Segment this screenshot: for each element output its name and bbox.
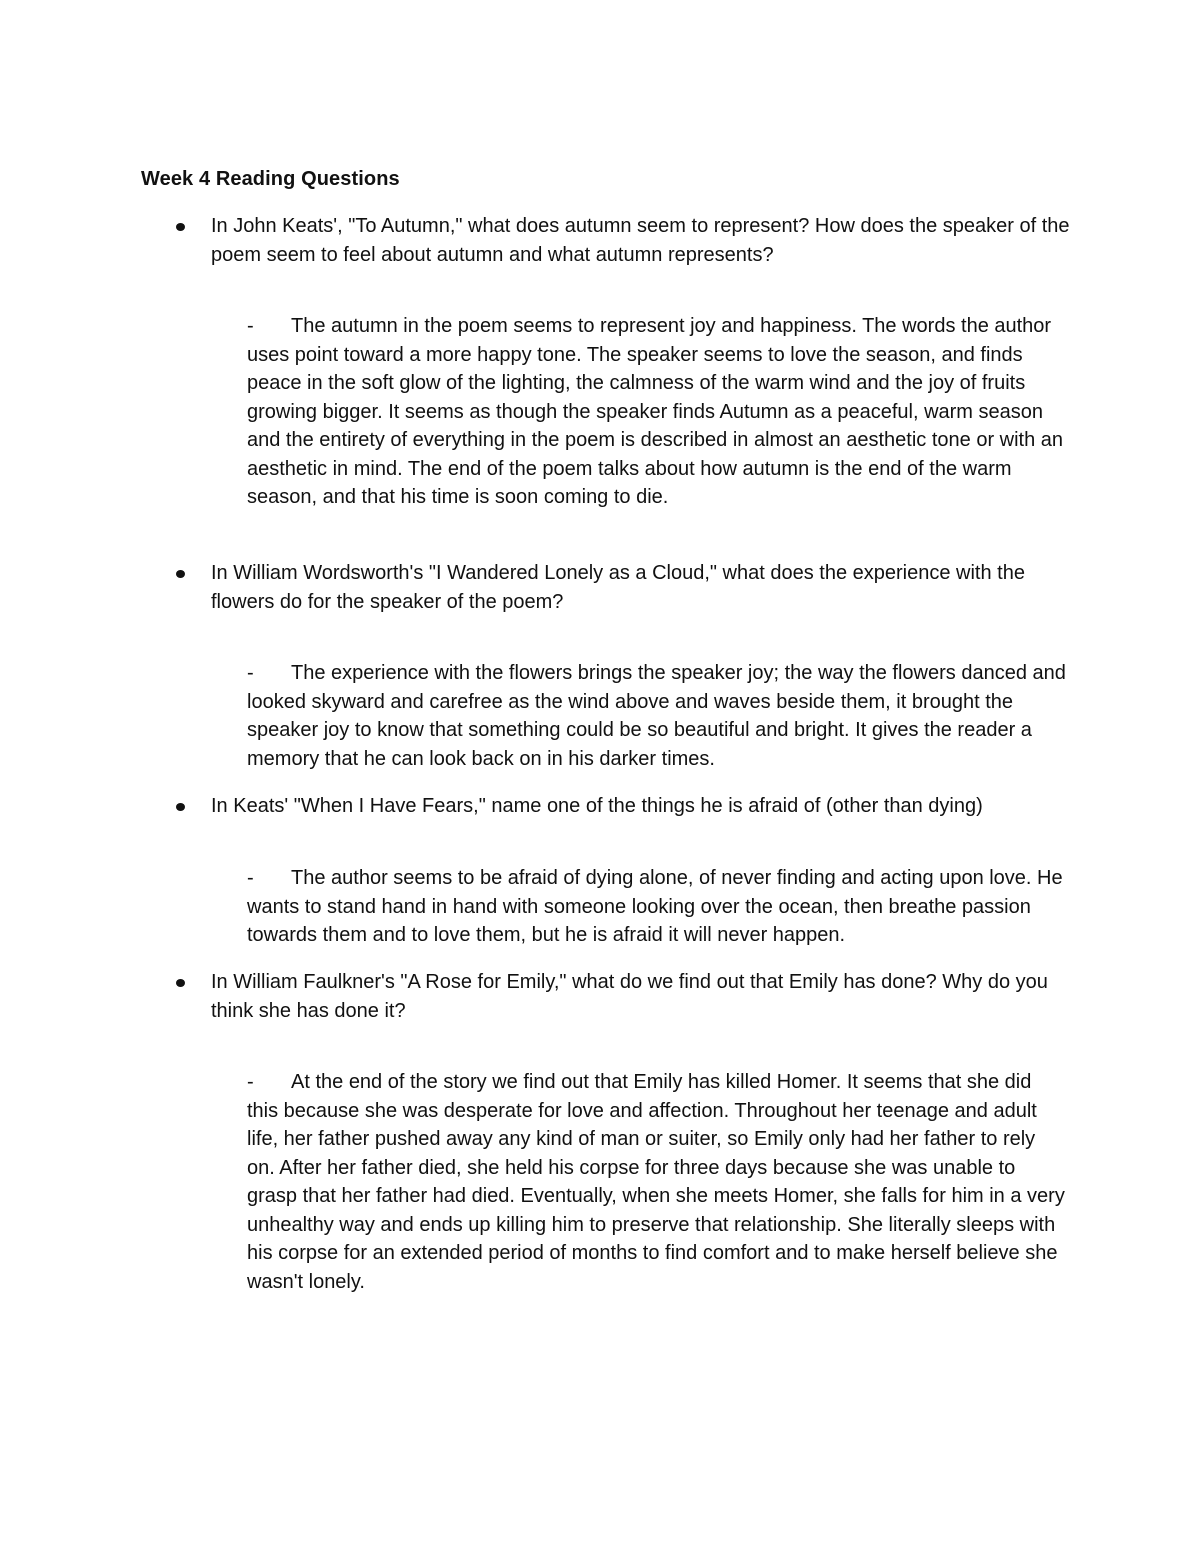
answer-item xyxy=(247,659,1067,773)
question-item xyxy=(211,792,1071,821)
answer-item xyxy=(247,312,1067,512)
answer-item xyxy=(247,1068,1067,1296)
question-text: In John Keats', "To Autumn," what does autumn seem to represent? How does the speaker of the poem seem to feel about autumn and what autumn represents? xyxy=(211,215,1070,266)
question-text: In William Wordsworth's "I Wandered Lonely as a Cloud," what does the experience with the flowers do for the speaker of the poem? xyxy=(211,562,1025,613)
bullet-icon xyxy=(176,223,185,231)
document-title: Week 4 Reading Questions xyxy=(141,168,400,190)
answer-text: At the end of the story we find out that Emily has killed Homer. It seems that she did this because she was desperate for love and affection. Throughout her teenage and adult life, her father pushed away any kind of man or suiter, so Emily only had her father to rely on. After her father died, she held his corpse for three days because she was unable to grasp that her father had died. Eventually, when she meets Homer, she falls for him in a very unhealthy way and ends up killing him to preserve that relationship. She literally sleeps with his corpse for an extended period of months to find comfort and to make herself believe she wasn't lonely. xyxy=(247,1071,1065,1293)
dash-marker: - xyxy=(247,867,254,889)
bullet-icon xyxy=(176,570,185,578)
question-text: In Keats' "When I Have Fears," name one of the things he is afraid of (other than dying) xyxy=(211,795,983,817)
bullet-icon xyxy=(176,979,185,987)
answer-item xyxy=(247,864,1067,950)
answer-text: The experience with the flowers brings the speaker joy; the way the flowers danced and looked skyward and carefree as the wind above and waves beside them, it brought the speaker joy to know that something could be so beautiful and bright. It gives the reader a memory that he can look back on in his darker times. xyxy=(247,662,1066,770)
dash-marker: - xyxy=(247,315,254,337)
dash-marker: - xyxy=(247,1071,254,1093)
question-item xyxy=(211,968,1071,1025)
question-item xyxy=(211,559,1071,616)
answer-text: The author seems to be afraid of dying alone, of never finding and acting upon love. He wants to stand hand in hand with someone looking over the ocean, then breathe passion towards them and to love them, but he is afraid it will never happen. xyxy=(247,867,1063,946)
question-item xyxy=(211,212,1071,269)
bullet-icon xyxy=(176,803,185,811)
answer-text: The autumn in the poem seems to represent joy and happiness. The words the author uses point toward a more happy tone. The speaker seems to love the season, and finds peace in the soft glow of the lighting, the calmness of the warm wind and the joy of fruits growing bigger. It seems as though the speaker finds Autumn as a peaceful, warm season and the entirety of everything in the poem is described in almost an aesthetic tone or with an aesthetic in mind. The end of the poem talks about how autumn is the end of the warm season, and that his time is soon coming to die. xyxy=(247,315,1064,508)
question-text: In William Faulkner's "A Rose for Emily," what do we find out that Emily has done? Why do you think she has done it? xyxy=(211,971,1048,1022)
dash-marker: - xyxy=(247,662,254,684)
